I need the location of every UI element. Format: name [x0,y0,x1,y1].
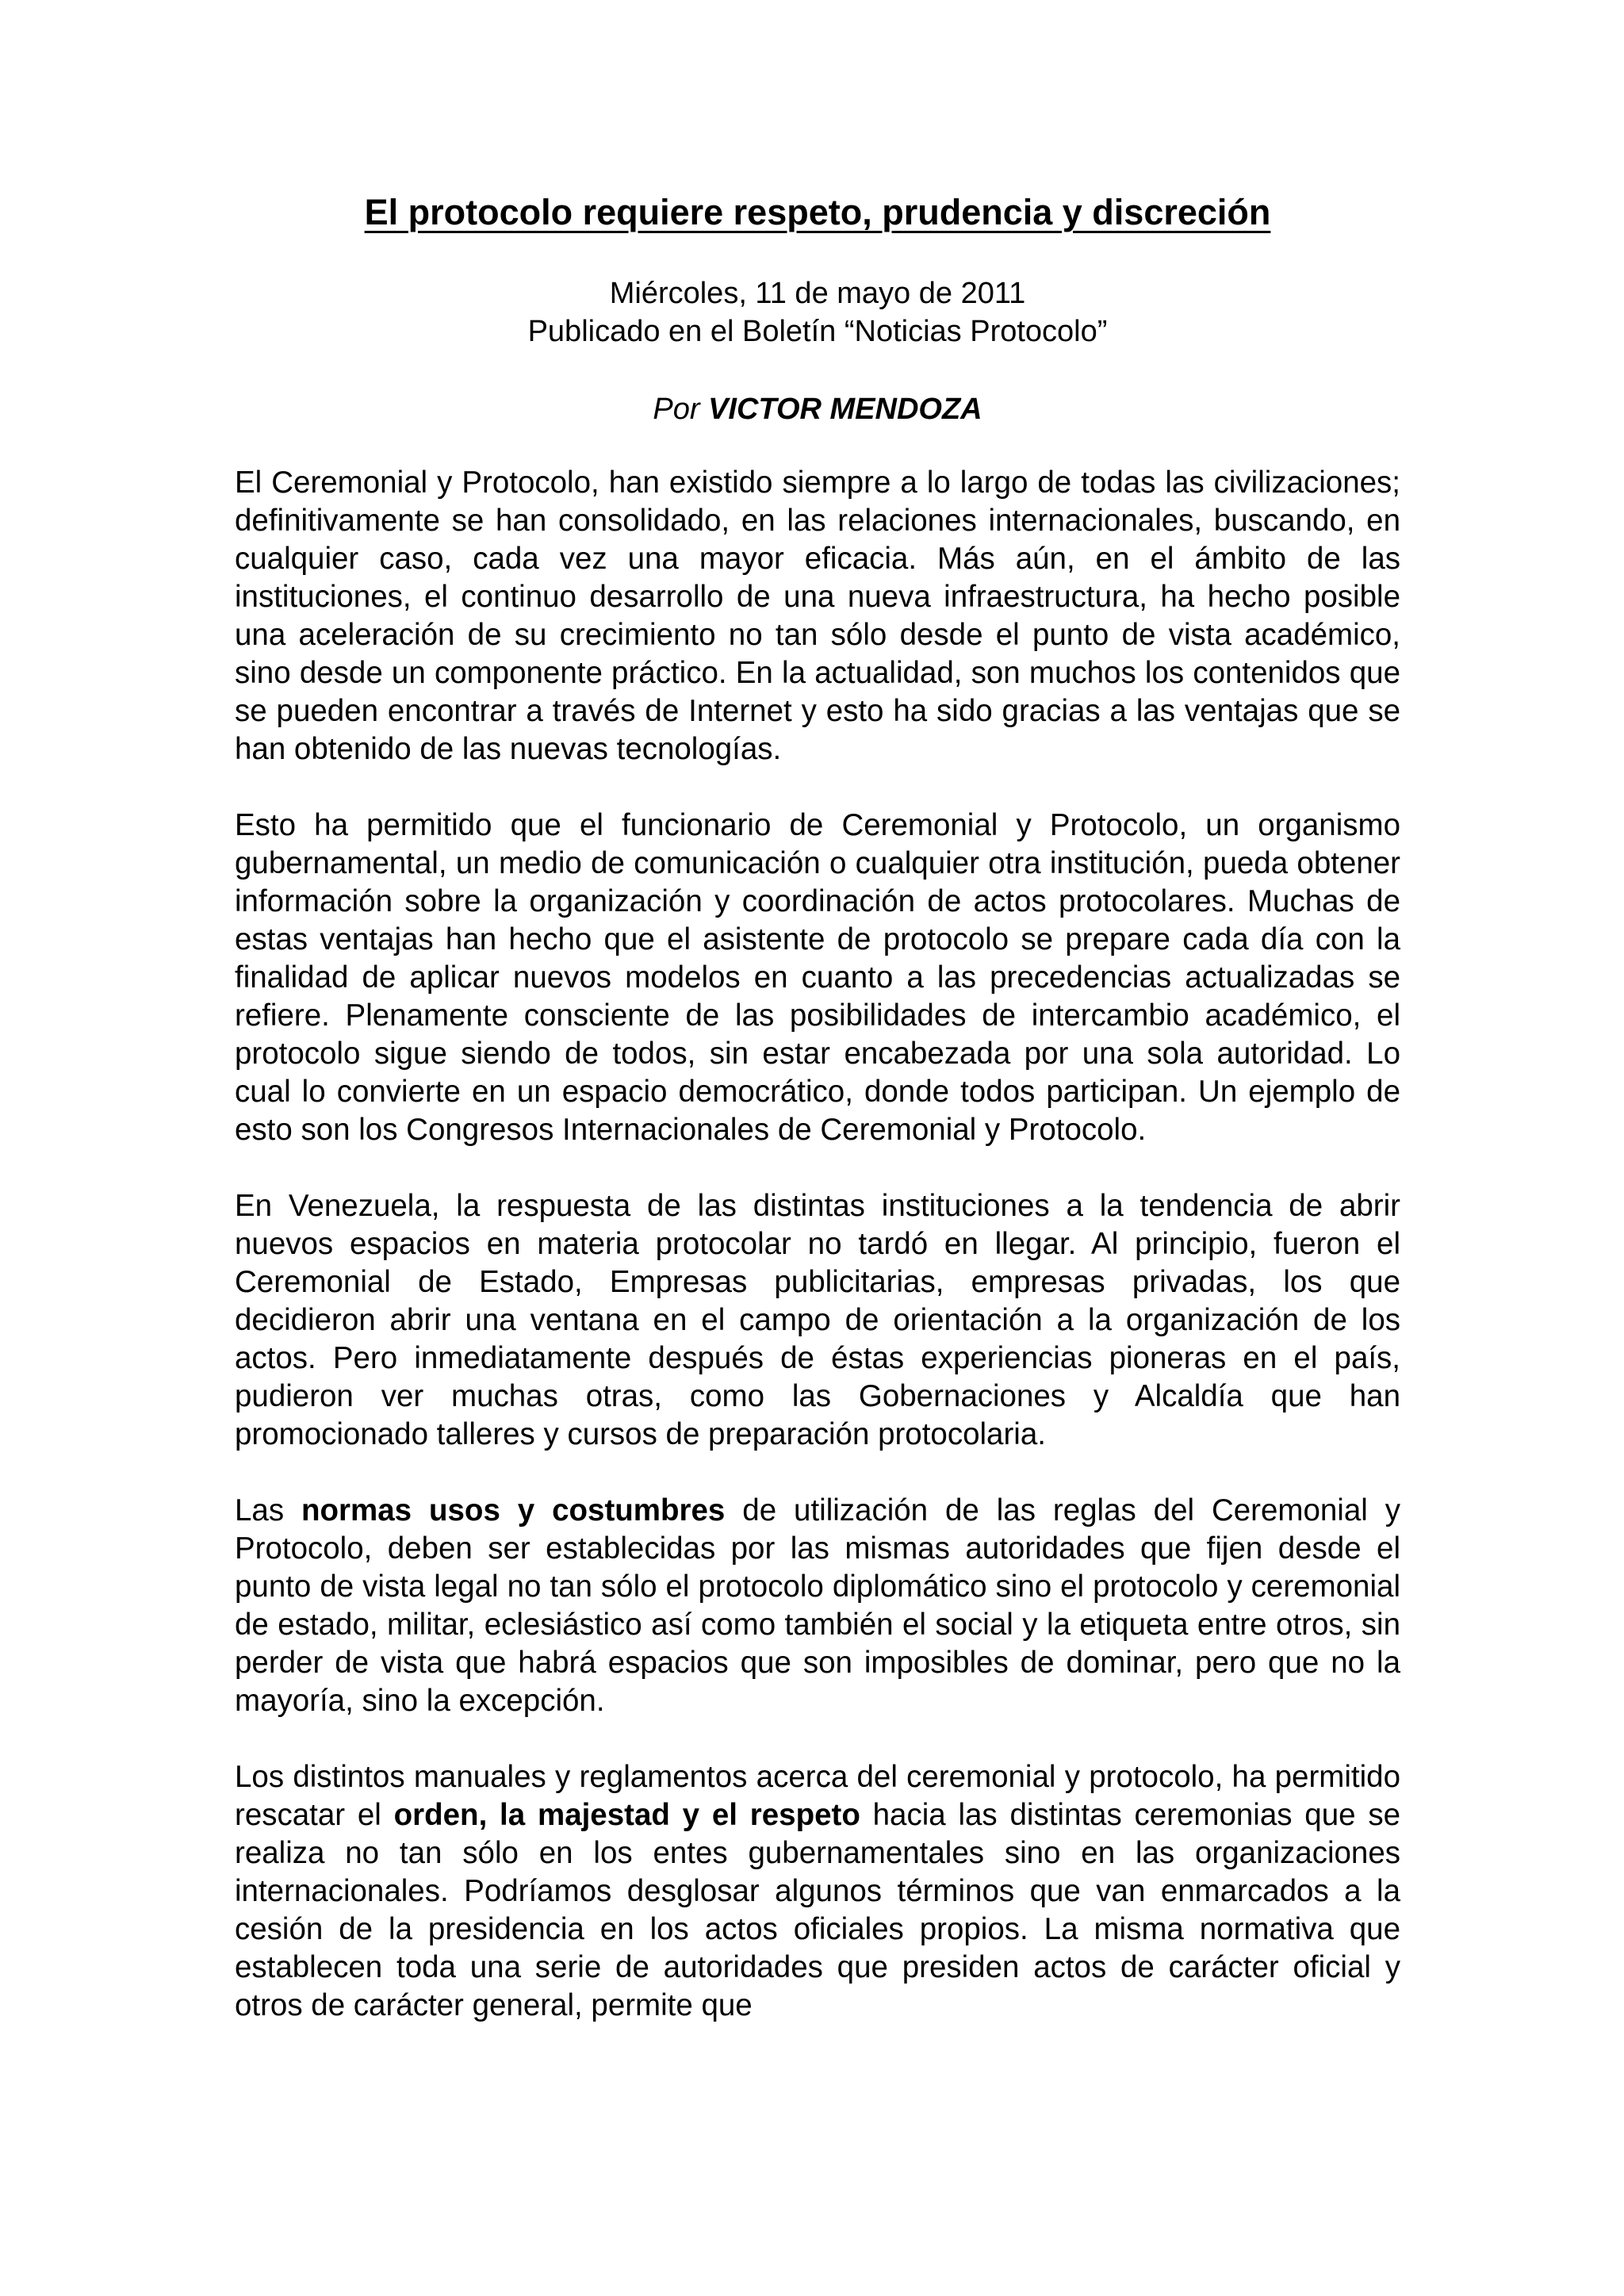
paragraph-5-emphasis: orden, la majestad y el respeto [393,1798,860,1832]
article-meta [235,274,1400,351]
paragraph-2: Esto ha permitido que el funcionario de Ceremonial y Protocolo, un organismo gubernamental, un medio de comunicación o cualquier otra institución, pueda obtener información sobre la organización y coordinación de actos protocolares. Muchas de estas ventajas han hecho que el asistente de protocolo se prepare cada día con la finalidad de aplicar nuevos modelos en cuanto a las precedencias actualizadas se refiere. Plenamente consciente de las posibilidades de intercambio académico, el protocolo sigue siendo de todos, sin estar encabezada por una sola autoridad. Lo cual lo convierte en un espacio democrático, donde todos participan. Un ejemplo de esto son los Congresos Internacionales de Ceremonial y Protocolo. [235,808,1400,1147]
paragraph-5 [235,1758,1400,2025]
paragraph-5-text-start: Los distintos manuales y reglamentos acerca del ceremonial y protocolo, ha permitido rescatar el [235,1760,1400,1832]
paragraph-4-text-end: de utilización de las reglas del Ceremonial y Protocolo, deben ser establecidas por las mismas autoridades que fijen desde el punto de vista legal no tan sólo el protocolo diplomático sino el protocolo y ceremonial de estado, militar, eclesiástico así como también el social y la etiqueta entre otros, sin perder de vista que habrá espacios que son imposibles de dominar, pero que no la mayoría, sino la excepción. [235,1493,1401,1718]
byline-prefix: Por [653,393,700,426]
article-title: El protocolo requiere respeto, prudencia y discreción [364,192,1271,232]
paragraph-4-emphasis: normas usos y costumbres [301,1493,726,1527]
paragraph-4 [235,1492,1400,1720]
paragraph-4-text-start: Las [235,1493,301,1527]
paragraph-3: En Venezuela, la respuesta de las distintas instituciones a la tendencia de abrir nuevos espacios en materia protocolar no tardó en llegar. Al principio, fueron el Ceremonial de Estado, Empresas publicitarias, empresas privadas, los que decidieron abrir una ventana en el campo de orientación a la organización de los actos. Pero inmediatamente después de éstas experiencias pioneras en el país, pudieron ver muchas otras, como las Gobernaciones y Alcaldía que han promocionado talleres y cursos de preparación protocolaria. [235,1189,1400,1451]
paragraph-1: El Ceremonial y Protocolo, han existido siempre a lo largo de todas las civilizaciones; definitivamente se han consolidado, en las relaciones internacionales, buscando, en cualquier caso, cada vez una mayor eficacia. Más aún, en el ámbito de las instituciones, el continuo desarrollo de una nueva infraestructura, ha hecho posible una aceleración de su crecimiento no tan sólo desde el punto de vista académico, sino desde un componente práctico. En la actualidad, son muchos los contenidos que se pueden encontrar a través de Internet y esto ha sido gracias a las ventajas que se han obtenido de las nuevas tecnologías. [235,466,1400,766]
paragraph-5-text-end: hacia las distintas ceremonias que se realiza no tan sólo en los entes gubernamentales sino en las organizaciones internacionales. Podríamos desglosar algunos términos que van enmarcados a la cesión de la presidencia en los actos oficiales propios. La misma normativa que establecen toda una serie de autoridades que presiden actos de carácter oficial y otros de carácter general, permite que [235,1798,1400,2022]
publication-source: Publicado en el Boletín “Noticias Protocolo” [527,315,1108,348]
article-body [235,464,1400,2025]
author-name: VICTOR MENDOZA [708,393,982,426]
publication-date: Miércoles, 11 de mayo de 2011 [609,277,1026,310]
byline [235,390,1400,428]
